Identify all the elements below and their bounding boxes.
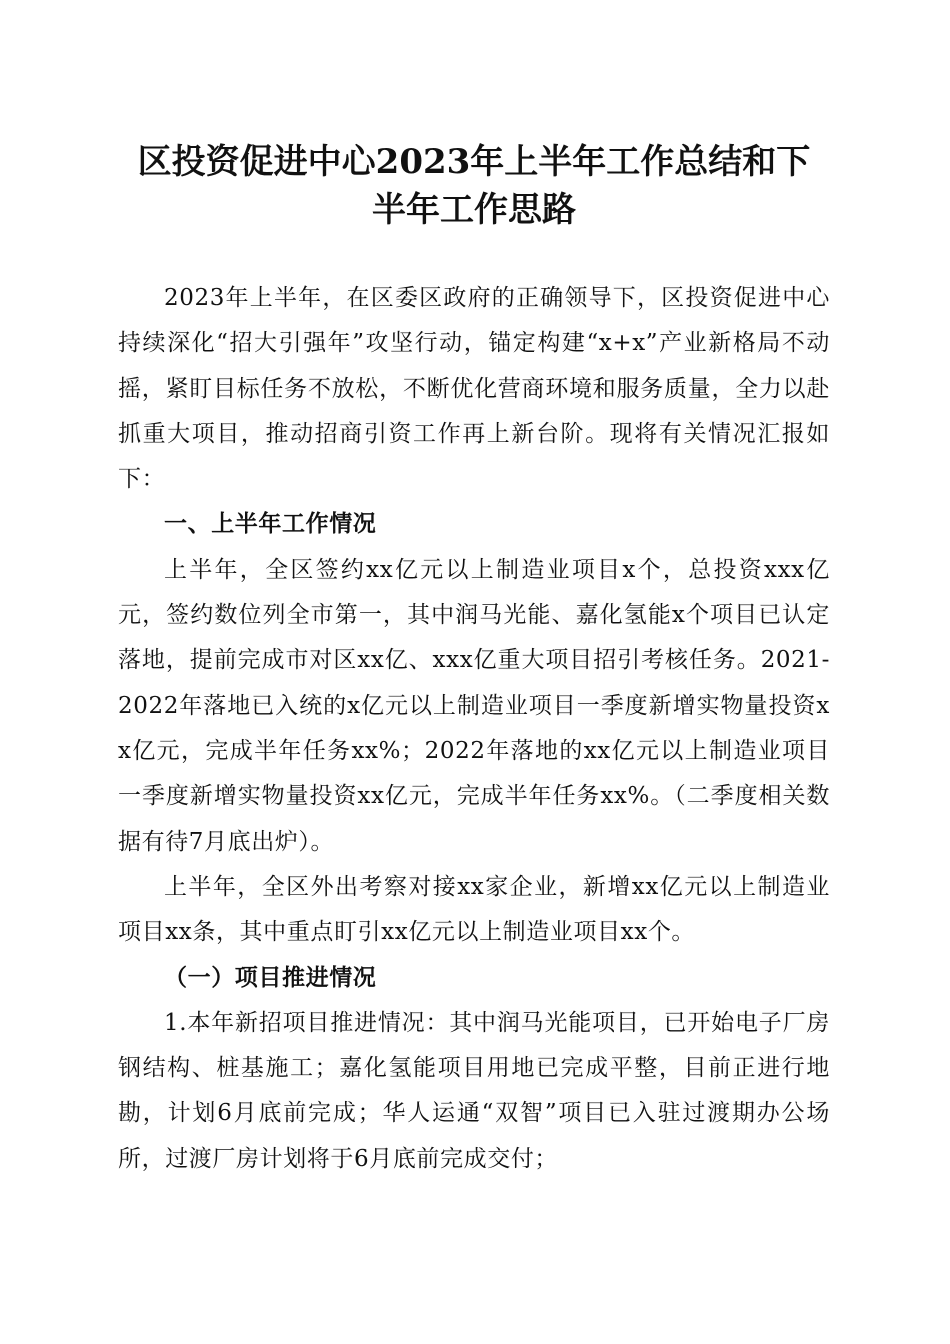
title-line-1: 区投资促进中心2023年上半年工作总结和下 (137, 142, 811, 182)
document-body (118, 276, 830, 1182)
title-line-2: 半年工作思路 (372, 190, 576, 230)
intro-paragraph: 2023年上半年，在区委区政府的正确领导下，区投资促进中心持续深化“招大引强年”攻坚行动，锚定构建“x+x”产业新格局不动摇，紧盯目标任务不放松，不断优化营商环境和服务质量，全力以赴抓重大项目，推动招商引资工作再上新台阶。现将有关情况汇报如下： (118, 285, 830, 493)
item-1-paragraph: 1.本年新招项目推进情况：其中润马光能项目，已开始电子厂房钢结构、桩基施工；嘉化氢能项目用地已完成平整，目前正进行地勘，计划6月底前完成；华人运通“双智”项目已入驻过渡期办公场所，过渡厂房计划将于6月底前完成交付； (118, 1009, 830, 1172)
section1-paragraph-1: 上半年，全区签约xx亿元以上制造业项目x个，总投资xxx亿元，签约数位列全市第一，其中润马光能、嘉化氢能x个项目已认定落地，提前完成市对区xx亿、xxx亿重大项目招引考核任务。2021-2022年落地已入统的x亿元以上制造业项目一季度新增实物量投资xx亿元，完成半年任务xx%；2022年落地的xx亿元以上制造业项目一季度新增实物量投资xx亿元，完成半年任务xx%。（二季度相关数据有待7月底出炉）。 (118, 556, 830, 855)
section-heading-1: 一、上半年工作情况 (164, 511, 377, 538)
subsection-heading-1: （一）项目推进情况 (164, 964, 377, 992)
document-title (118, 138, 830, 234)
section1-paragraph-2: 上半年，全区外出考察对接xx家企业，新增xx亿元以上制造业项目xx条，其中重点盯引xx亿元以上制造业项目xx个。 (118, 873, 830, 946)
